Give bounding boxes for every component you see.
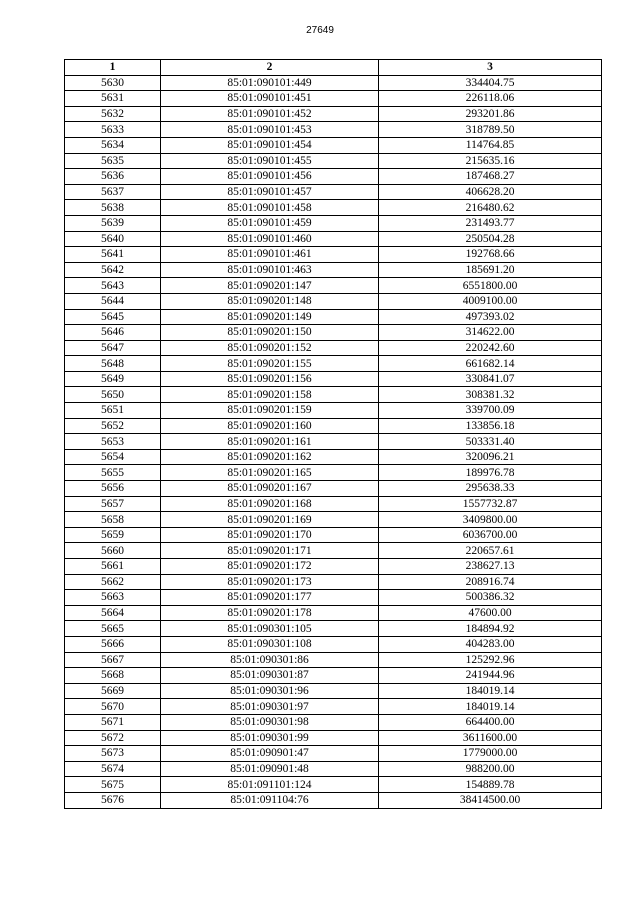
cadastral-value-cell: 187468.27 [379, 169, 602, 185]
row-number-cell: 5672 [65, 730, 161, 746]
cadastral-value-cell: 318789.50 [379, 122, 602, 138]
table-row [65, 403, 602, 419]
cadastral-number-cell: 85:01:090201:172 [161, 559, 379, 575]
table-row [65, 247, 602, 263]
row-number-cell: 5656 [65, 481, 161, 497]
cadastral-number-cell: 85:01:090201:152 [161, 340, 379, 356]
cadastral-number-cell: 85:01:090201:159 [161, 403, 379, 419]
cadastral-number-cell: 85:01:090201:178 [161, 605, 379, 621]
table-row [65, 91, 602, 107]
row-number-cell: 5648 [65, 356, 161, 372]
table-row [65, 652, 602, 668]
table-row [65, 543, 602, 559]
cadastral-number-cell: 85:01:090301:105 [161, 621, 379, 637]
cadastral-value-cell: 215635.16 [379, 153, 602, 169]
table-row [65, 325, 602, 341]
row-number-cell: 5653 [65, 434, 161, 450]
cadastral-value-cell: 6551800.00 [379, 278, 602, 294]
table-row [65, 730, 602, 746]
row-number-cell: 5636 [65, 169, 161, 185]
table-row [65, 75, 602, 91]
row-number-cell: 5651 [65, 403, 161, 419]
row-number-cell: 5646 [65, 325, 161, 341]
cadastral-number-cell: 85:01:090301:86 [161, 652, 379, 668]
table-row [65, 371, 602, 387]
table-row [65, 527, 602, 543]
table-row [65, 293, 602, 309]
cadastral-value-cell: 184019.14 [379, 699, 602, 715]
cadastral-number-cell: 85:01:090301:98 [161, 714, 379, 730]
cadastral-value-cell: 133856.18 [379, 418, 602, 434]
row-number-cell: 5664 [65, 605, 161, 621]
cadastral-value-cell: 500386.32 [379, 590, 602, 606]
cadastral-number-cell: 85:01:090301:108 [161, 636, 379, 652]
cadastral-value-cell: 497393.02 [379, 309, 602, 325]
cadastral-number-cell: 85:01:090201:158 [161, 387, 379, 403]
table-row [65, 496, 602, 512]
table-row [65, 590, 602, 606]
cadastral-value-cell: 238627.13 [379, 559, 602, 575]
row-number-cell: 5650 [65, 387, 161, 403]
cadastral-value-cell: 988200.00 [379, 761, 602, 777]
cadastral-value-cell: 241944.96 [379, 668, 602, 684]
cadastral-value-cell: 185691.20 [379, 262, 602, 278]
cadastral-value-cell: 226118.06 [379, 91, 602, 107]
row-number-cell: 5644 [65, 293, 161, 309]
row-number-cell: 5642 [65, 262, 161, 278]
table-header-row [65, 60, 602, 76]
cadastral-number-cell: 85:01:090201:165 [161, 465, 379, 481]
cadastral-value-cell: 220242.60 [379, 340, 602, 356]
table-row [65, 636, 602, 652]
cadastral-number-cell: 85:01:090101:452 [161, 106, 379, 122]
row-number-cell: 5660 [65, 543, 161, 559]
cadastral-number-cell: 85:01:090201:155 [161, 356, 379, 372]
cadastral-value-cell: 404283.00 [379, 636, 602, 652]
cadastral-number-cell: 85:01:090201:168 [161, 496, 379, 512]
cadastral-number-cell: 85:01:090101:460 [161, 231, 379, 247]
column-header-1: 1 [65, 60, 161, 76]
row-number-cell: 5666 [65, 636, 161, 652]
cadastral-number-cell: 85:01:090101:457 [161, 184, 379, 200]
row-number-cell: 5659 [65, 527, 161, 543]
table-row [65, 699, 602, 715]
table-row [65, 106, 602, 122]
table-row [65, 621, 602, 637]
row-number-cell: 5676 [65, 792, 161, 808]
row-number-cell: 5661 [65, 559, 161, 575]
cadastral-value-cell: 4009100.00 [379, 293, 602, 309]
table-row [65, 231, 602, 247]
cadastral-number-cell: 85:01:090101:459 [161, 215, 379, 231]
table-row [65, 559, 602, 575]
row-number-cell: 5652 [65, 418, 161, 434]
table-row [65, 418, 602, 434]
cadastral-number-cell: 85:01:090101:463 [161, 262, 379, 278]
cadastral-value-cell: 1779000.00 [379, 746, 602, 762]
cadastral-number-cell: 85:01:090201:167 [161, 481, 379, 497]
table-row [65, 449, 602, 465]
cadastral-value-cell: 250504.28 [379, 231, 602, 247]
cadastral-value-cell: 3409800.00 [379, 512, 602, 528]
table-row [65, 761, 602, 777]
cadastral-number-cell: 85:01:090901:47 [161, 746, 379, 762]
cadastral-number-cell: 85:01:090201:170 [161, 527, 379, 543]
row-number-cell: 5633 [65, 122, 161, 138]
cadastral-value-cell: 308381.32 [379, 387, 602, 403]
row-number-cell: 5638 [65, 200, 161, 216]
cadastral-value-cell: 3611600.00 [379, 730, 602, 746]
cadastral-value-cell: 661682.14 [379, 356, 602, 372]
cadastral-number-cell: 85:01:090201:160 [161, 418, 379, 434]
row-number-cell: 5662 [65, 574, 161, 590]
row-number-cell: 5674 [65, 761, 161, 777]
column-header-3: 3 [379, 60, 602, 76]
cadastral-value-cell: 189976.78 [379, 465, 602, 481]
cadastral-number-cell: 85:01:090101:458 [161, 200, 379, 216]
table-row [65, 746, 602, 762]
cadastral-number-cell: 85:01:090301:99 [161, 730, 379, 746]
table-row [65, 512, 602, 528]
row-number-cell: 5635 [65, 153, 161, 169]
table-body [65, 75, 602, 808]
cadastral-value-cell: 192768.66 [379, 247, 602, 263]
cadastral-number-cell: 85:01:090201:177 [161, 590, 379, 606]
row-number-cell: 5640 [65, 231, 161, 247]
cadastral-value-cell: 664400.00 [379, 714, 602, 730]
cadastral-number-cell: 85:01:090301:96 [161, 683, 379, 699]
cadastral-value-cell: 406628.20 [379, 184, 602, 200]
table-row [65, 184, 602, 200]
cadastral-value-cell: 125292.96 [379, 652, 602, 668]
row-number-cell: 5671 [65, 714, 161, 730]
table-row [65, 668, 602, 684]
table-row [65, 200, 602, 216]
cadastral-value-cell: 231493.77 [379, 215, 602, 231]
table-row [65, 137, 602, 153]
row-number-cell: 5630 [65, 75, 161, 91]
table-row [65, 574, 602, 590]
cadastral-number-cell: 85:01:090101:453 [161, 122, 379, 138]
cadastral-number-cell: 85:01:090201:147 [161, 278, 379, 294]
table-row [65, 792, 602, 808]
row-number-cell: 5649 [65, 371, 161, 387]
column-header-2: 2 [161, 60, 379, 76]
page-number: 27649 [306, 25, 334, 36]
table-row [65, 387, 602, 403]
cadastral-number-cell: 85:01:090201:169 [161, 512, 379, 528]
row-number-cell: 5663 [65, 590, 161, 606]
cadastral-number-cell: 85:01:090301:97 [161, 699, 379, 715]
table-row [65, 278, 602, 294]
row-number-cell: 5634 [65, 137, 161, 153]
cadastral-number-cell: 85:01:091101:124 [161, 777, 379, 793]
table-row [65, 309, 602, 325]
row-number-cell: 5655 [65, 465, 161, 481]
row-number-cell: 5641 [65, 247, 161, 263]
cadastral-value-cell: 293201.86 [379, 106, 602, 122]
table-row [65, 481, 602, 497]
table-row [65, 262, 602, 278]
row-number-cell: 5637 [65, 184, 161, 200]
table-row [65, 605, 602, 621]
cadastral-value-cell: 314622.00 [379, 325, 602, 341]
row-number-cell: 5675 [65, 777, 161, 793]
cadastral-value-cell: 339700.09 [379, 403, 602, 419]
cadastral-value-cell: 154889.78 [379, 777, 602, 793]
cadastral-value-cell: 330841.07 [379, 371, 602, 387]
cadastral-value-cell: 334404.75 [379, 75, 602, 91]
row-number-cell: 5654 [65, 449, 161, 465]
row-number-cell: 5645 [65, 309, 161, 325]
cadastral-number-cell: 85:01:090101:451 [161, 91, 379, 107]
table-row [65, 777, 602, 793]
cadastral-number-cell: 85:01:090201:150 [161, 325, 379, 341]
row-number-cell: 5639 [65, 215, 161, 231]
cadastral-value-cell: 6036700.00 [379, 527, 602, 543]
cadastral-number-cell: 85:01:090201:173 [161, 574, 379, 590]
cadastral-number-cell: 85:01:090201:171 [161, 543, 379, 559]
cadastral-number-cell: 85:01:090101:456 [161, 169, 379, 185]
cadastral-number-cell: 85:01:090101:454 [161, 137, 379, 153]
row-number-cell: 5631 [65, 91, 161, 107]
cadastral-number-cell: 85:01:090201:161 [161, 434, 379, 450]
cadastral-number-cell: 85:01:090201:149 [161, 309, 379, 325]
cadastral-value-table [64, 59, 602, 809]
cadastral-value-cell: 1557732.87 [379, 496, 602, 512]
cadastral-value-cell: 184894.92 [379, 621, 602, 637]
cadastral-number-cell: 85:01:090101:455 [161, 153, 379, 169]
table-row [65, 153, 602, 169]
cadastral-value-cell: 38414500.00 [379, 792, 602, 808]
row-number-cell: 5665 [65, 621, 161, 637]
row-number-cell: 5668 [65, 668, 161, 684]
row-number-cell: 5658 [65, 512, 161, 528]
row-number-cell: 5670 [65, 699, 161, 715]
cadastral-number-cell: 85:01:090201:156 [161, 371, 379, 387]
table-row [65, 340, 602, 356]
row-number-cell: 5647 [65, 340, 161, 356]
table-row [65, 683, 602, 699]
row-number-cell: 5632 [65, 106, 161, 122]
cadastral-value-cell: 208916.74 [379, 574, 602, 590]
cadastral-value-cell: 114764.85 [379, 137, 602, 153]
cadastral-number-cell: 85:01:090101:449 [161, 75, 379, 91]
table-row [65, 169, 602, 185]
cadastral-number-cell: 85:01:090201:148 [161, 293, 379, 309]
cadastral-value-cell: 184019.14 [379, 683, 602, 699]
row-number-cell: 5643 [65, 278, 161, 294]
table-row [65, 434, 602, 450]
table-row [65, 714, 602, 730]
table-row [65, 215, 602, 231]
cadastral-number-cell: 85:01:090901:48 [161, 761, 379, 777]
cadastral-value-cell: 216480.62 [379, 200, 602, 216]
table-row [65, 122, 602, 138]
row-number-cell: 5667 [65, 652, 161, 668]
cadastral-value-cell: 295638.33 [379, 481, 602, 497]
cadastral-value-cell: 47600.00 [379, 605, 602, 621]
cadastral-value-cell: 320096.21 [379, 449, 602, 465]
cadastral-value-cell: 220657.61 [379, 543, 602, 559]
cadastral-number-cell: 85:01:090101:461 [161, 247, 379, 263]
row-number-cell: 5673 [65, 746, 161, 762]
table-row [65, 356, 602, 372]
row-number-cell: 5669 [65, 683, 161, 699]
cadastral-number-cell: 85:01:091104:76 [161, 792, 379, 808]
cadastral-value-cell: 503331.40 [379, 434, 602, 450]
cadastral-number-cell: 85:01:090201:162 [161, 449, 379, 465]
row-number-cell: 5657 [65, 496, 161, 512]
table-row [65, 465, 602, 481]
cadastral-number-cell: 85:01:090301:87 [161, 668, 379, 684]
